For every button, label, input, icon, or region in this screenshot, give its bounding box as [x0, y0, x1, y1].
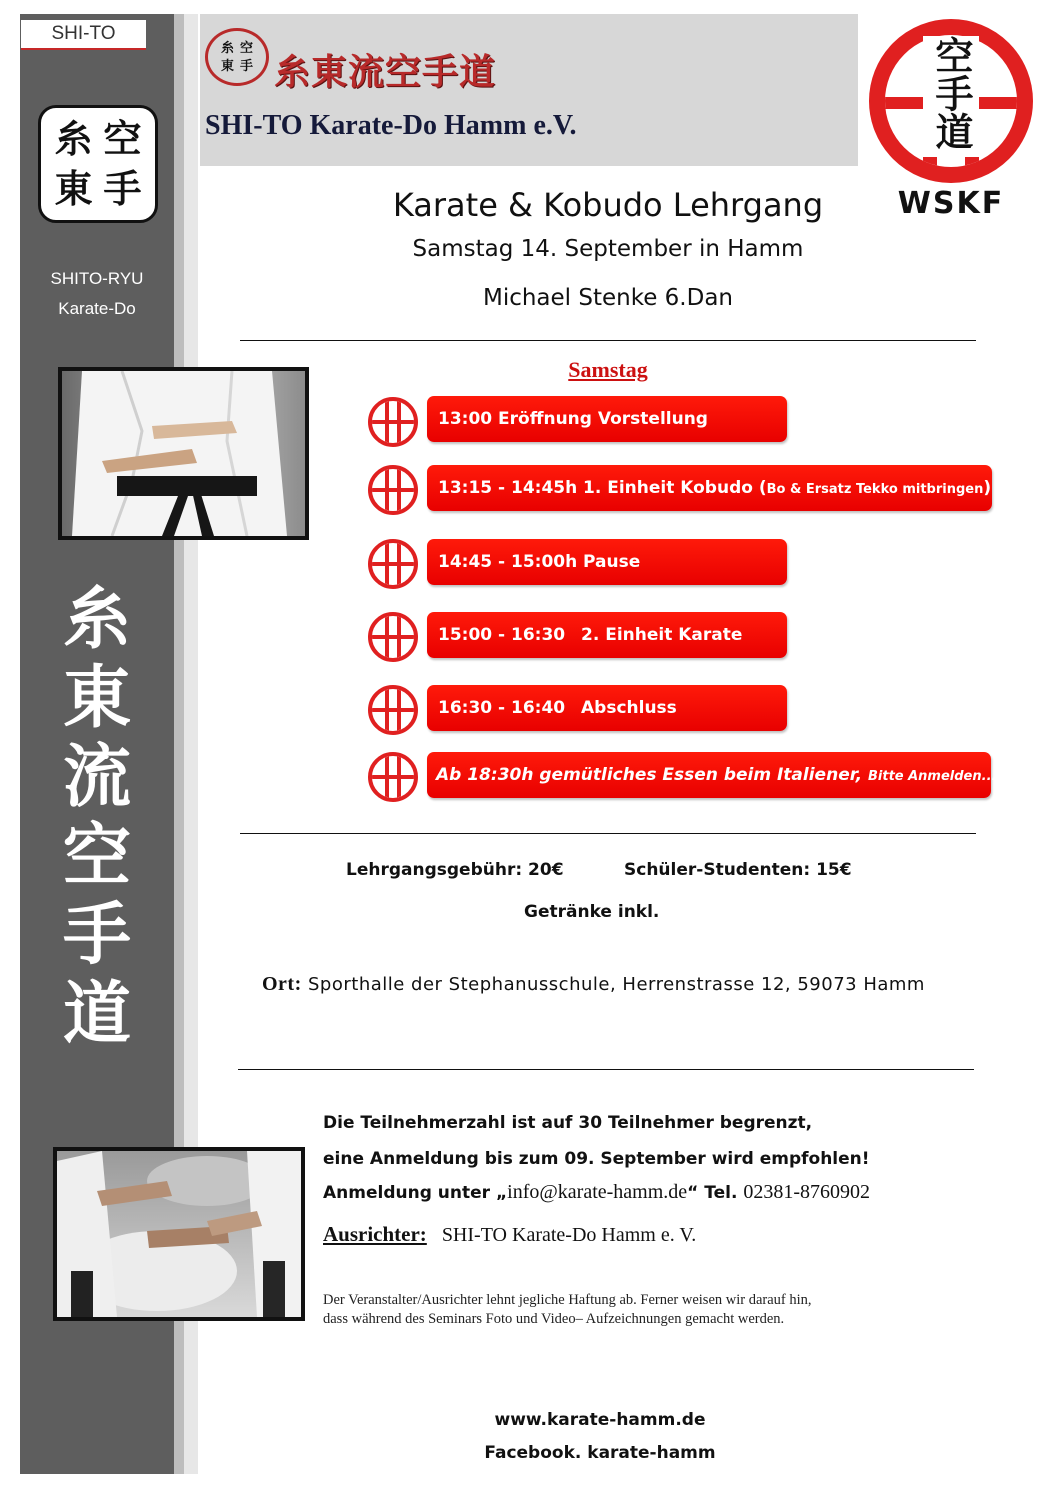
- logo-kanji-2: 空: [239, 40, 253, 56]
- footer-website-link[interactable]: www.karate-hamm.de: [494, 1410, 706, 1430]
- emblem-kanji-1: 糸: [54, 116, 93, 161]
- schedule-item: [427, 465, 992, 511]
- karate-photo-stance: [58, 367, 309, 540]
- wskf-kanji-text: 空手道: [929, 36, 974, 150]
- wskf-kanji: [923, 36, 979, 157]
- schedule-item-time: 13:00 Eröffnung Vorstellung: [438, 409, 708, 429]
- student-fee: Schüler-Studenten: 15€: [624, 860, 852, 880]
- schedule-item: [427, 685, 787, 731]
- karate-photo-sparring: [53, 1147, 305, 1321]
- emblem-kanji-3: 東: [54, 166, 93, 211]
- event-date: Samstag 14. September in Hamm: [412, 236, 804, 262]
- vertical-kanji-1: 糸: [62, 579, 131, 659]
- schedule-item-time: 16:30 - 16:40: [438, 698, 566, 718]
- registration-tel-label: “ Tel.: [687, 1183, 738, 1203]
- location-value: Sporthalle der Stephanusschule, Herrenstrasse 12, 59073 Hamm: [308, 974, 925, 995]
- schedule-item-desc: 1. Einheit Kobudo (: [583, 478, 767, 498]
- wskf-mini-icon: [368, 612, 418, 662]
- disclaimer: [323, 1291, 923, 1329]
- divider-top: [240, 340, 976, 341]
- wskf-label: WSKF: [897, 186, 1005, 221]
- registration-email-link[interactable]: info@karate-hamm.de: [507, 1181, 688, 1203]
- vertical-kanji-5: 手: [62, 895, 131, 975]
- schedule-item-time: Ab 18:30h gemütliches Essen beim Italiener,: [436, 765, 863, 785]
- course-fee: Lehrgangsgebühr: 20€: [346, 860, 564, 880]
- logo-script-kanji: 糸東流空手道: [274, 51, 497, 93]
- disclaimer-line-2: dass während des Seminars Foto und Video– Aufzeichnungen gemacht werden.: [323, 1311, 785, 1327]
- shito-tab: SHI-TO: [21, 20, 146, 50]
- schedule-day-heading: Samstag: [568, 357, 648, 382]
- registration-phone[interactable]: 02381-8760902: [743, 1181, 870, 1203]
- schedule-item: [427, 396, 787, 442]
- wskf-mini-icon: [368, 685, 418, 735]
- vertical-kanji-6: 道: [62, 974, 131, 1054]
- registration-prefix: Anmeldung unter „: [323, 1183, 508, 1203]
- style-label: [20, 264, 174, 324]
- schedule-item: [427, 752, 997, 798]
- organizer-label: Ausrichter:: [323, 1222, 427, 1246]
- style-line-2: Karate-Do: [58, 299, 136, 318]
- event-trainer: Michael Stenke 6.Dan: [482, 285, 734, 311]
- style-line-1: SHITO-RYU: [50, 269, 144, 288]
- schedule-item-desc: Abschluss: [581, 698, 677, 718]
- schedule-item-desc-end: ): [983, 478, 992, 498]
- schedule-item-desc: 2. Einheit Karate: [581, 625, 743, 645]
- participant-limit: Die Teilnehmerzahl ist auf 30 Teilnehmer begrenzt,: [323, 1113, 813, 1133]
- disclaimer-line-1: Der Veranstalter/Ausrichter lehnt jegliche Haftung ab. Ferner weisen wir darauf hin,: [323, 1292, 812, 1308]
- club-logo-circle: [205, 28, 269, 86]
- wskf-mini-icon: [368, 465, 418, 515]
- schedule-item-time: 15:00 - 16:30: [438, 625, 566, 645]
- schedule-item: [427, 612, 787, 658]
- wskf-mini-icon: [368, 397, 418, 447]
- schedule-item: [427, 539, 787, 585]
- schedule-item-note: Bo & Ersatz Tekko mitbringen: [766, 482, 984, 497]
- schedule-item-desc: Pause: [583, 552, 641, 572]
- registration-deadline: eine Anmeldung bis zum 09. September wird empfohlen!: [323, 1149, 870, 1169]
- club-name: SHI-TO Karate-Do Hamm e.V.: [205, 110, 577, 141]
- karate-sparring-illustration: [57, 1151, 301, 1317]
- vertical-kanji-2: 東: [62, 658, 131, 738]
- schedule-item-note: Bitte Anmelden...: [867, 769, 997, 784]
- schedule-item-time: 13:15 - 14:45h: [438, 478, 578, 498]
- vertical-kanji-4: 空: [62, 816, 131, 896]
- logo-kanji-4: 手: [239, 58, 253, 74]
- divider-bottom: [238, 1069, 974, 1070]
- event-title: Karate & Kobudo Lehrgang: [392, 186, 824, 224]
- wskf-mini-icon: [368, 539, 418, 589]
- divider-middle: [240, 833, 976, 834]
- vertical-kanji-column: [20, 580, 174, 1054]
- location: [262, 973, 925, 996]
- wskf-mini-icon: [368, 752, 418, 802]
- registration-contact: [323, 1181, 870, 1204]
- organizer: [323, 1222, 696, 1247]
- organizer-value: SHI-TO Karate-Do Hamm e. V.: [441, 1224, 697, 1246]
- vertical-kanji-3: 流: [62, 737, 131, 817]
- footer-facebook-link[interactable]: Facebook. karate-hamm: [484, 1443, 716, 1463]
- drinks-note: Getränke inkl.: [524, 902, 660, 922]
- logo-kanji-1: 糸: [220, 40, 234, 56]
- emblem-kanji-4: 手: [103, 166, 142, 211]
- schedule-item-time: 14:45 - 15:00h: [438, 552, 578, 572]
- location-label: Ort:: [262, 973, 302, 995]
- logo-kanji-3: 東: [220, 58, 234, 74]
- karate-stance-illustration: [62, 371, 305, 536]
- shito-emblem: [38, 105, 158, 223]
- emblem-kanji-2: 空: [103, 116, 142, 161]
